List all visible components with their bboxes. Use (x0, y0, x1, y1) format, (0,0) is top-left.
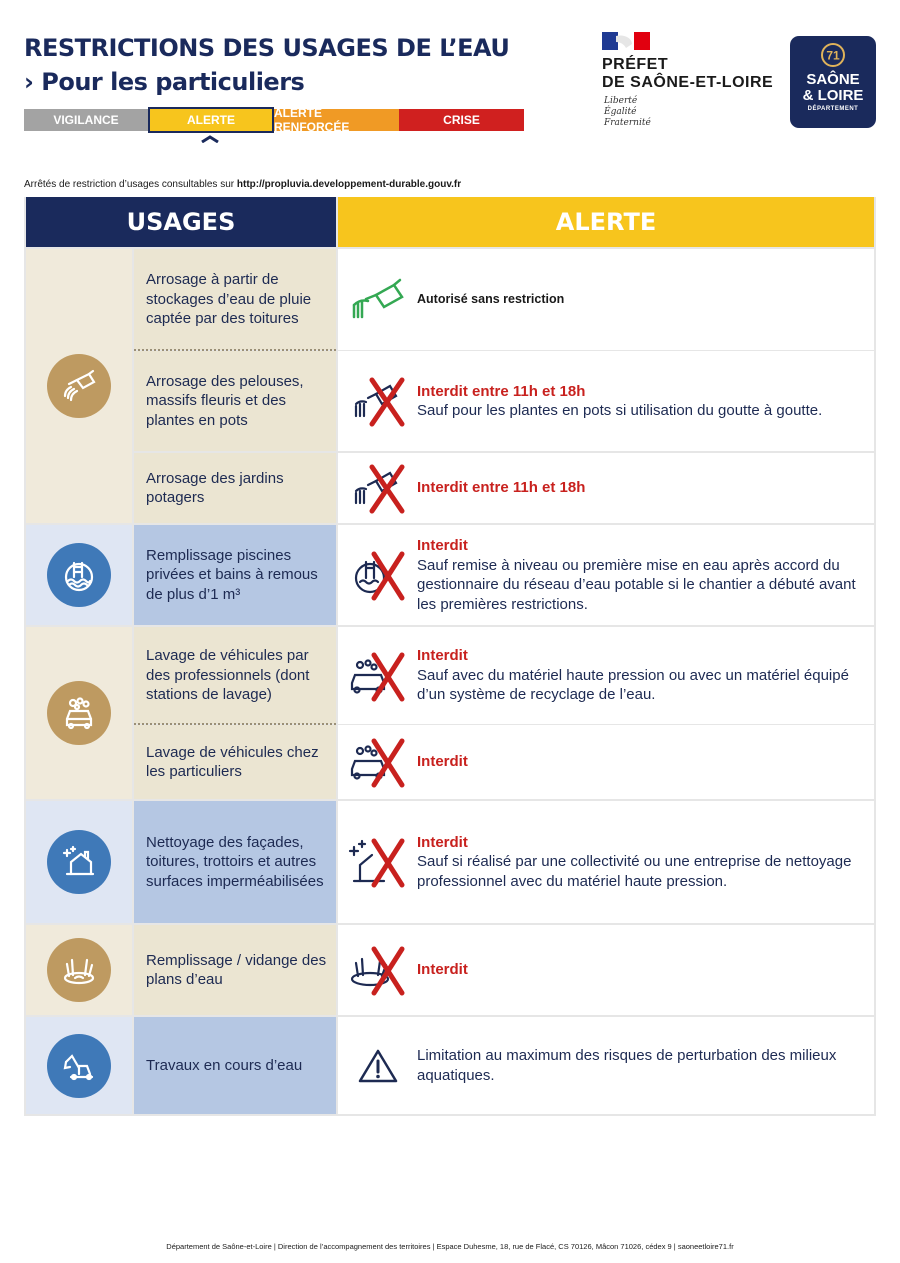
group-nettoyage (26, 801, 874, 923)
table-row (26, 351, 874, 451)
forbidden-watering-icon (346, 374, 410, 428)
department-sub: DÉPARTEMENT (807, 106, 859, 112)
table-row (26, 627, 874, 724)
group-arrosage (26, 249, 874, 523)
rule-cell (338, 249, 874, 350)
usage-cell: Lavage de véhicules chez les particuliers (134, 725, 336, 799)
rule-text (417, 725, 868, 799)
rule-text (417, 801, 868, 923)
table-row (26, 525, 874, 625)
rule-headline: Interdit (417, 647, 468, 665)
rule-detail: Sauf si réalisé par une collectivité ou une entreprise de nettoyage professionnel avec du matériel haute pression. (417, 853, 852, 890)
rule-text (417, 249, 868, 350)
usage-cell: Arrosage à partir de stockages d’eau de pluie captée par des toitures (134, 249, 336, 350)
department-logo (790, 36, 876, 128)
table-row (26, 925, 874, 1015)
rule-detail: Sauf pour les plantes en pots si utilisation du goutte à goutte. (417, 402, 823, 419)
table-row (26, 1017, 874, 1114)
watering-can-icon (346, 273, 410, 327)
rule-text (417, 1017, 868, 1114)
rule-detail: Limitation au maximum des risques de perturbation des milieux aquatiques. (417, 1047, 837, 1084)
motto-egalite: Égalité (604, 107, 637, 117)
level-crise: CRISE (399, 109, 524, 131)
usage-cell: Nettoyage des façades, toitures, trottoirs et autres surfaces imperméabilisées (134, 801, 336, 923)
source-link[interactable]: http://propluvia.developpement-durable.gouv.fr (236, 179, 462, 190)
column-header-alerte: ALERTE (338, 197, 874, 247)
forbidden-pond-icon (346, 943, 410, 997)
rule-detail: Sauf avec du matériel haute pression ou avec un matériel équipé d’un système de recyclage de l’eau. (417, 666, 849, 704)
warning-icon (346, 1039, 410, 1093)
forbidden-pool-icon (346, 548, 410, 602)
group-travaux (26, 1017, 874, 1114)
marianne-flag-icon (602, 32, 650, 50)
rule-cell (338, 453, 874, 523)
source-text: Arrêtés de restriction d’usages consultables sur (24, 179, 237, 190)
footer: Département de Saône-et-Loire | Direction de l’accompagnement des territoires | Espace Duhesme, 18, rue de Flacé, CS 70126, Mâcon 71026, cédex 9 | saoneetloire71.fr (166, 1242, 734, 1251)
page-title: RESTRICTIONS DES USAGES DE L’EAU (24, 34, 510, 62)
rule-text (417, 453, 868, 523)
usage-cell: Travaux en cours d’eau (134, 1017, 336, 1114)
usage-cell: Arrosage des pelouses, massifs fleuris et des plantes en pots (134, 351, 336, 451)
group-plans-eau (26, 925, 874, 1015)
forbidden-car-wash-icon (346, 735, 410, 789)
department-name-2: & LOIRE (802, 87, 864, 104)
table-row (26, 249, 874, 350)
rule-headline: Interdit (417, 753, 468, 771)
table-row (26, 453, 874, 523)
prefet-title-line1: PRÉFET (602, 56, 669, 73)
rule-cell (338, 351, 874, 451)
rule-cell (338, 1017, 874, 1114)
level-vigilance: VIGILANCE (24, 109, 148, 131)
rule-text (417, 925, 868, 1015)
usage-cell: Lavage de véhicules par des professionnels (dont stations de lavage) (134, 627, 336, 724)
rule-text (417, 627, 868, 724)
group-piscines (26, 525, 874, 625)
department-71-badge-icon (820, 42, 846, 68)
usage-cell: Remplissage / vidange des plans d’eau (134, 925, 336, 1015)
page-subtitle: › Pour les particuliers (24, 68, 305, 96)
level-alerte: ALERTE (148, 107, 274, 133)
rule-cell (338, 627, 874, 724)
prefet-motto (604, 96, 651, 129)
forbidden-watering-icon (346, 461, 410, 515)
forbidden-cleaning-icon (346, 835, 410, 889)
rule-text (417, 525, 868, 625)
rule-headline: Interdit entre 11h et 18h (417, 382, 586, 400)
rule-headline: Interdit (417, 833, 468, 851)
rule-headline: Autorisé sans restriction (417, 291, 565, 306)
rule-headline: Interdit (417, 537, 468, 554)
rule-cell (338, 801, 874, 923)
alert-level-bar (24, 106, 524, 134)
forbidden-car-wash-icon (346, 649, 410, 703)
table-row (26, 725, 874, 799)
rule-headline: Interdit (417, 961, 468, 979)
prefet-title-line2: DE SAÔNE-ET-LOIRE (602, 74, 774, 91)
restrictions-table (24, 197, 876, 1116)
usage-cell: Arrosage des jardins potagers (134, 453, 336, 523)
column-header-usages: USAGES (26, 197, 336, 247)
motto-fraternite: Fraternité (604, 118, 651, 128)
table-row (26, 801, 874, 923)
rule-detail: Sauf remise à niveau ou première mise en eau après accord du gestionnaire du réseau d’eau potable si le chantier a débuté avant les premières restrictions. (417, 556, 856, 613)
department-badge-text: 71 (826, 48, 840, 63)
active-level-caret-icon (200, 135, 220, 143)
group-lavage-vehicules (26, 627, 874, 799)
level-alerte-renforcee: ALERTE RENFORCÉE (274, 109, 399, 131)
rule-cell (338, 725, 874, 799)
prefet-title (602, 56, 773, 92)
rule-cell (338, 525, 874, 625)
rule-cell (338, 925, 874, 1015)
motto-liberte: Liberté (604, 96, 638, 106)
usage-cell: Remplissage piscines privées et bains à remous de plus d’1 m³ (134, 525, 336, 625)
rule-text (417, 351, 868, 451)
rule-headline: Interdit entre 11h et 18h (417, 479, 586, 497)
department-name-1: SAÔNE (806, 71, 860, 88)
source-line (24, 179, 461, 190)
